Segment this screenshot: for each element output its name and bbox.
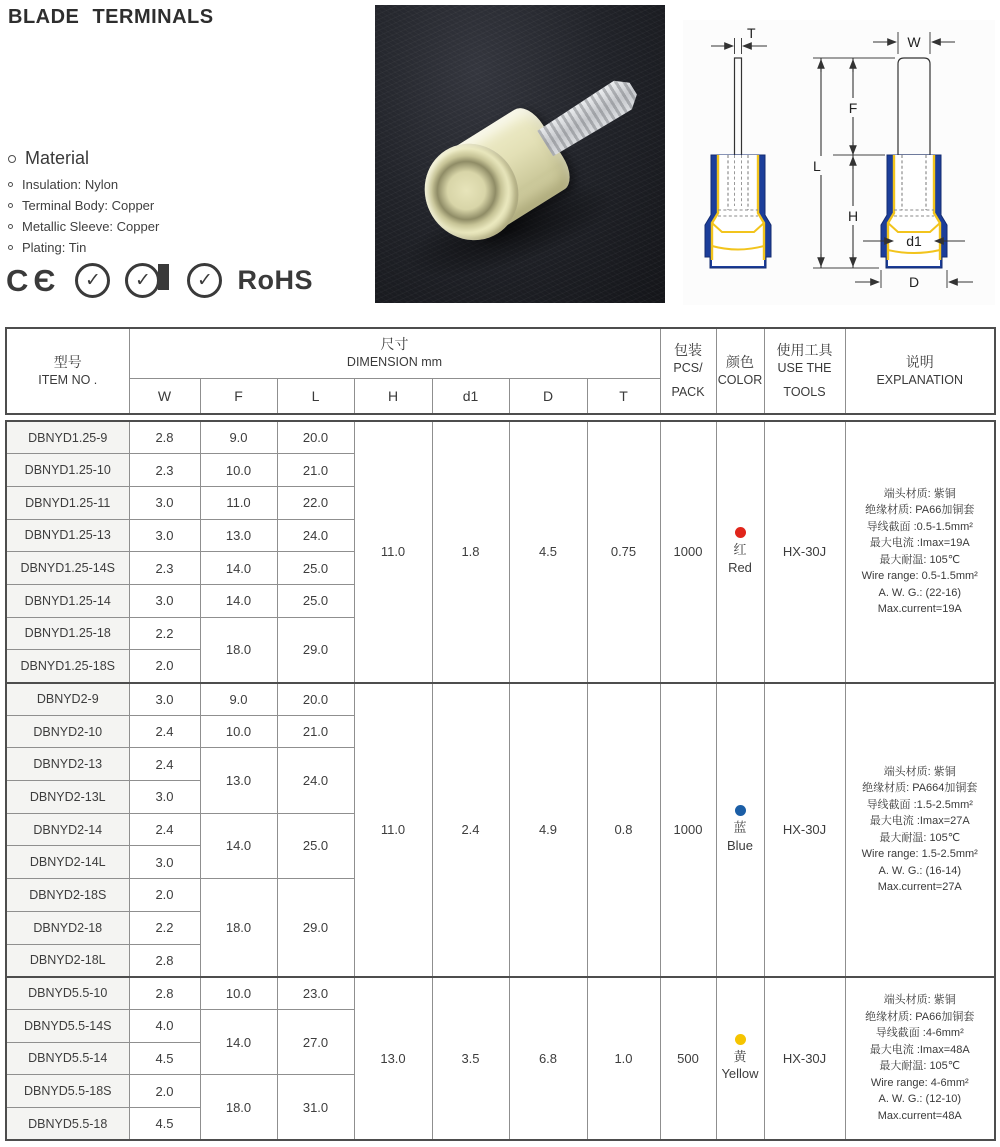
material-section xyxy=(8,148,159,261)
explanation-line: 最大耐温: 105℃ xyxy=(879,1060,961,1073)
explanation-line: Wire range: 0.5-1.5mm² xyxy=(861,570,978,583)
explanation-line: A. W. G.: (12-10) xyxy=(878,1093,962,1106)
diagram-label-h: H xyxy=(847,208,859,224)
product-photo xyxy=(375,5,665,303)
dim-f-cell: 10.0 xyxy=(200,977,277,1010)
explanation-line: 导线截面 :0.5-1.5mm² xyxy=(866,520,973,533)
dim-w-cell: 2.4 xyxy=(129,715,200,748)
spec-table-section xyxy=(5,327,995,1141)
dim-w-cell: 4.5 xyxy=(129,1042,200,1075)
dim-l-cell: 20.0 xyxy=(277,683,354,716)
material-item-label: Insulation: Nylon xyxy=(22,177,119,192)
item-no-cell: DBNYD5.5-18S xyxy=(6,1075,129,1108)
dim-h-cell: 11.0 xyxy=(354,683,432,977)
col-header-l: L xyxy=(277,378,354,414)
spec-table xyxy=(5,420,996,1141)
dim-l-cell: 20.0 xyxy=(277,421,354,454)
pack-qty-cell: 1000 xyxy=(660,683,716,977)
explanation-line: 最大电流 :Imax=19A xyxy=(869,537,970,550)
color-dot-icon xyxy=(735,805,746,816)
dim-d1-cell: 1.8 xyxy=(432,421,509,683)
col-header-tools: 使用工具 USE THE TOOLS xyxy=(764,328,845,414)
dim-f-cell: 13.0 xyxy=(200,748,277,813)
sgs-badge-icon: ✓ xyxy=(187,263,222,298)
material-item xyxy=(8,177,159,192)
color-name-en: Blue xyxy=(726,837,754,853)
item-no-cell: DBNYD2-13L xyxy=(6,781,129,814)
dim-w-cell: 2.4 xyxy=(129,748,200,781)
dim-t-cell: 0.75 xyxy=(587,421,660,683)
material-heading-label: Material xyxy=(25,148,90,168)
iso-ukas-badge-icon: ✓ xyxy=(125,263,160,298)
color-cell xyxy=(716,977,764,1140)
bullet-icon xyxy=(8,182,13,187)
dim-d1-cell: 3.5 xyxy=(432,977,509,1140)
item-no-cell: DBNYD2-9 xyxy=(6,683,129,716)
material-heading xyxy=(8,148,159,169)
explanation-cell xyxy=(845,977,995,1140)
dim-l-cell: 21.0 xyxy=(277,715,354,748)
dim-l-cell: 27.0 xyxy=(277,1009,354,1074)
dim-f-cell: 10.0 xyxy=(200,715,277,748)
dim-w-cell: 3.0 xyxy=(129,584,200,617)
col-header-item-no: 型号 ITEM NO . xyxy=(6,328,129,414)
bullet-icon xyxy=(8,245,13,250)
item-no-cell: DBNYD2-10 xyxy=(6,715,129,748)
explanation-line: A. W. G.: (22-16) xyxy=(878,586,962,599)
color-name-en: Red xyxy=(728,559,752,575)
item-no-cell: DBNYD2-14L xyxy=(6,846,129,879)
dim-f-cell: 18.0 xyxy=(200,879,277,977)
dim-w-cell: 2.3 xyxy=(129,552,200,585)
explanation-line: Max.current=19A xyxy=(877,603,962,616)
explanation-line: Wire range: 1.5-2.5mm² xyxy=(861,848,978,861)
diagram-label-d1: d1 xyxy=(906,233,922,249)
explanation-line: 导线截面 :4-6mm² xyxy=(875,1027,964,1040)
dim-t-cell: 1.0 xyxy=(587,977,660,1140)
dim-w-cell: 2.2 xyxy=(129,911,200,944)
explanation-line: 端头材质: 紫铜 xyxy=(883,994,956,1007)
col-header-color: 颜色 COLOR xyxy=(716,328,764,414)
dim-w-cell: 3.0 xyxy=(129,846,200,879)
top-section xyxy=(0,0,1000,320)
dim-w-cell: 3.0 xyxy=(129,486,200,519)
page-title: BLADE TERMINALS xyxy=(8,6,214,28)
dim-d-cell: 4.5 xyxy=(509,421,587,683)
dim-f-cell: 13.0 xyxy=(200,519,277,552)
material-item-label: Metallic Sleeve: Copper xyxy=(22,219,160,234)
explanation-line: Max.current=27A xyxy=(877,881,962,894)
dim-w-cell: 4.5 xyxy=(129,1107,200,1140)
item-no-cell: DBNYD5.5-10 xyxy=(6,977,129,1010)
item-no-cell: DBNYD5.5-14 xyxy=(6,1042,129,1075)
explanation-line: 绝缘材质: PA66加铜套 xyxy=(865,504,975,517)
explanation-line: 最大耐温: 105℃ xyxy=(879,831,961,844)
dim-f-cell: 9.0 xyxy=(200,683,277,716)
item-no-cell: DBNYD2-18 xyxy=(6,911,129,944)
dim-f-cell: 14.0 xyxy=(200,1009,277,1074)
spec-table-header xyxy=(5,327,996,415)
dim-f-cell: 14.0 xyxy=(200,552,277,585)
dim-w-cell: 2.8 xyxy=(129,944,200,977)
bullet-icon xyxy=(8,203,13,208)
dim-w-cell: 2.0 xyxy=(129,1075,200,1108)
dim-l-cell: 24.0 xyxy=(277,748,354,813)
dimension-diagram-svg xyxy=(683,20,995,305)
tools-cell: HX-30J xyxy=(764,683,845,977)
dim-w-cell: 2.3 xyxy=(129,454,200,487)
col-header-d: D xyxy=(509,378,587,414)
col-header-t: T xyxy=(587,378,660,414)
certification-logos xyxy=(6,258,313,302)
dim-d-cell: 6.8 xyxy=(509,977,587,1140)
material-item-label: Terminal Body: Copper xyxy=(22,198,155,213)
col-header-d1: d1 xyxy=(432,378,509,414)
pack-qty-cell: 500 xyxy=(660,977,716,1140)
dim-l-cell: 21.0 xyxy=(277,454,354,487)
item-no-cell: DBNYD1.25-11 xyxy=(6,486,129,519)
col-header-dimension: 尺寸 DIMENSION mm xyxy=(129,328,660,378)
color-name-cn: 蓝 xyxy=(733,820,747,836)
explanation-cell xyxy=(845,683,995,977)
dim-w-cell: 2.4 xyxy=(129,813,200,846)
dim-l-cell: 22.0 xyxy=(277,486,354,519)
item-no-cell: DBNYD1.25-9 xyxy=(6,421,129,454)
dim-l-cell: 25.0 xyxy=(277,552,354,585)
item-no-cell: DBNYD2-18S xyxy=(6,879,129,912)
item-no-cell: DBNYD1.25-18 xyxy=(6,617,129,650)
dim-w-cell: 3.0 xyxy=(129,519,200,552)
col-header-f: F xyxy=(200,378,277,414)
dim-w-cell: 2.0 xyxy=(129,650,200,683)
explanation-line: Wire range: 4-6mm² xyxy=(870,1076,969,1089)
diagram-label-l: L xyxy=(813,158,821,174)
bullet-icon xyxy=(8,224,13,229)
dim-d1-cell: 2.4 xyxy=(432,683,509,977)
item-no-cell: DBNYD1.25-13 xyxy=(6,519,129,552)
dim-f-cell: 18.0 xyxy=(200,617,277,682)
dim-l-cell: 29.0 xyxy=(277,879,354,977)
diagram-label-w: W xyxy=(907,34,921,50)
dim-h-cell: 13.0 xyxy=(354,977,432,1140)
diagram-label-f: F xyxy=(848,100,858,116)
col-header-h: H xyxy=(354,378,432,414)
bullet-icon xyxy=(8,155,16,163)
dim-w-cell: 2.0 xyxy=(129,879,200,912)
explanation-line: A. W. G.: (16-14) xyxy=(878,864,962,877)
item-no-cell: DBNYD5.5-14S xyxy=(6,1009,129,1042)
explanation-line: 绝缘材质: PA664加铜套 xyxy=(862,782,978,795)
dim-l-cell: 24.0 xyxy=(277,519,354,552)
color-dot-icon xyxy=(735,527,746,538)
explanation-line: 导线截面 :1.5-2.5mm² xyxy=(866,798,973,811)
dimension-diagram xyxy=(683,20,995,305)
dim-w-cell: 3.0 xyxy=(129,781,200,814)
material-item xyxy=(8,240,159,255)
pack-qty-cell: 1000 xyxy=(660,421,716,683)
material-item xyxy=(8,219,159,234)
rohs-label: RoHS xyxy=(237,264,313,295)
color-cell xyxy=(716,683,764,977)
material-item-label: Plating: Tin xyxy=(22,240,87,255)
item-no-cell: DBNYD2-18L xyxy=(6,944,129,977)
item-no-cell: DBNYD2-13 xyxy=(6,748,129,781)
explanation-cell xyxy=(845,421,995,683)
dim-l-cell: 25.0 xyxy=(277,584,354,617)
dim-f-cell: 18.0 xyxy=(200,1075,277,1140)
material-item xyxy=(8,198,159,213)
color-name-cn: 红 xyxy=(733,542,747,558)
tools-cell: HX-30J xyxy=(764,421,845,683)
item-no-cell: DBNYD1.25-10 xyxy=(6,454,129,487)
dim-w-cell: 2.8 xyxy=(129,977,200,1010)
dim-l-cell: 31.0 xyxy=(277,1075,354,1140)
dim-f-cell: 14.0 xyxy=(200,584,277,617)
color-cell xyxy=(716,421,764,683)
item-no-cell: DBNYD5.5-18 xyxy=(6,1107,129,1140)
dim-f-cell: 14.0 xyxy=(200,813,277,878)
dim-w-cell: 2.8 xyxy=(129,421,200,454)
terminal-blade xyxy=(536,74,642,158)
dim-f-cell: 10.0 xyxy=(200,454,277,487)
item-no-cell: DBNYD1.25-18S xyxy=(6,650,129,683)
tools-cell: HX-30J xyxy=(764,977,845,1140)
dim-d-cell: 4.9 xyxy=(509,683,587,977)
explanation-line: 端头材质: 紫铜 xyxy=(883,765,956,778)
spec-table-body xyxy=(6,421,995,1140)
dim-f-cell: 9.0 xyxy=(200,421,277,454)
color-name-en: Yellow xyxy=(721,1066,759,1082)
dim-h-cell: 11.0 xyxy=(354,421,432,683)
explanation-line: 最大耐温: 105℃ xyxy=(879,553,961,566)
col-header-explanation: 说明 EXPLANATION xyxy=(845,328,995,414)
explanation-line: 绝缘材质: PA66加铜套 xyxy=(865,1010,975,1023)
dim-l-cell: 29.0 xyxy=(277,617,354,682)
dim-w-cell: 2.2 xyxy=(129,617,200,650)
item-no-cell: DBNYD1.25-14 xyxy=(6,584,129,617)
diagram-label-t: T xyxy=(747,25,756,41)
explanation-line: 最大电流 :Imax=48A xyxy=(869,1043,970,1056)
dim-f-cell: 11.0 xyxy=(200,486,277,519)
col-header-pack: 包装 PCS/ PACK xyxy=(660,328,716,414)
dim-l-cell: 23.0 xyxy=(277,977,354,1010)
dim-w-cell: 4.0 xyxy=(129,1009,200,1042)
explanation-line: 端头材质: 紫铜 xyxy=(883,487,956,500)
item-no-cell: DBNYD2-14 xyxy=(6,813,129,846)
dim-l-cell: 25.0 xyxy=(277,813,354,878)
explanation-line: 最大电流 :Imax=27A xyxy=(869,815,970,828)
color-dot-icon xyxy=(735,1034,746,1045)
dim-w-cell: 3.0 xyxy=(129,683,200,716)
quality-cert-badge-icon: ✓ xyxy=(75,263,110,298)
item-no-cell: DBNYD1.25-14S xyxy=(6,552,129,585)
color-name-cn: 黄 xyxy=(733,1048,747,1064)
dim-t-cell: 0.8 xyxy=(587,683,660,977)
ce-mark-icon: CЄ xyxy=(6,262,61,298)
col-header-w: W xyxy=(129,378,200,414)
explanation-line: Max.current=48A xyxy=(877,1109,962,1122)
diagram-label-d: D xyxy=(908,274,920,290)
